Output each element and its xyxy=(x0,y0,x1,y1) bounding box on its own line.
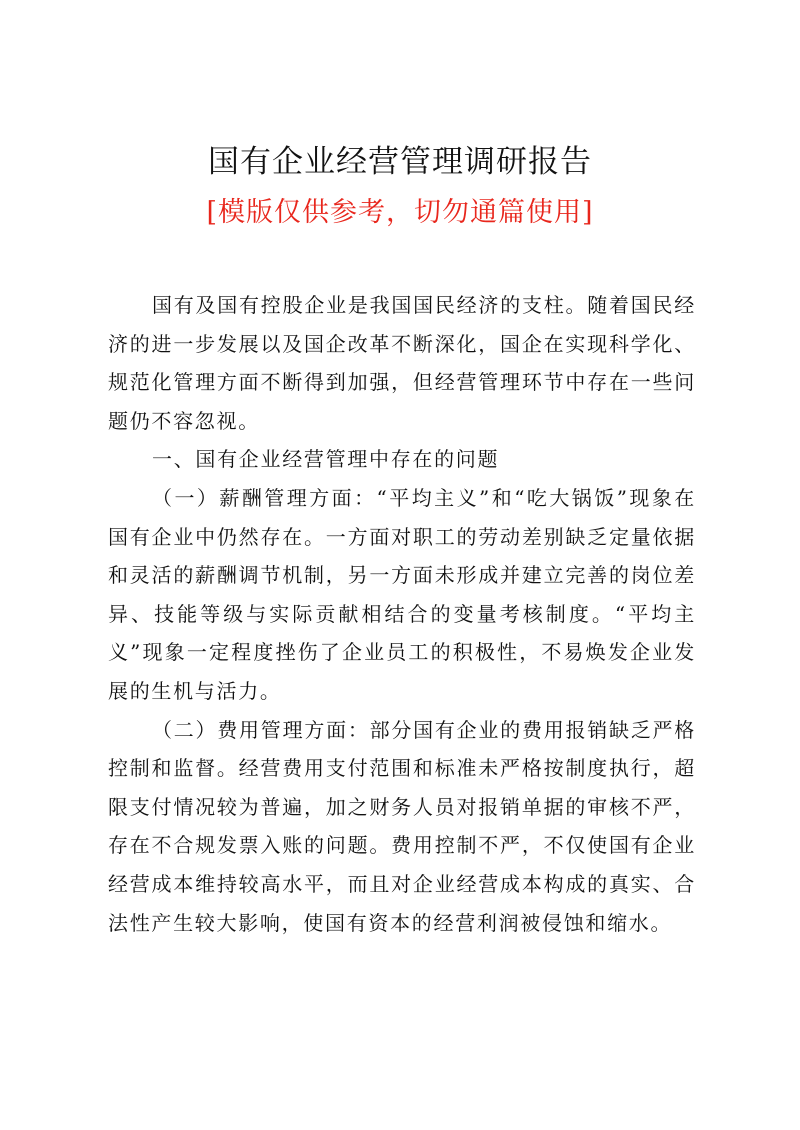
salary-management-paragraph: （一）薪酬管理方面：“平均主义”和“吃大锅饭”现象在国有企业中仍然存在。一方面对职工的劳动差别缺乏定量依据和灵活的薪酬调节机制，另一方面未形成并建立完善的岗位差异、技能等级与实际贡献相结合的变量考核制度。“平均主义”现象一定程度挫伤了企业员工的积极性，不易焕发企业发展的生机与活力。 xyxy=(108,485,696,703)
intro-paragraph: 国有及国有控股企业是我国国民经济的支柱。随着国民经济的进一步发展以及国企改革不断深化，国企在实现科学化、规范化管理方面不断得到加强，但经营管理环节中存在一些问题仍不容忽视。 xyxy=(108,293,696,433)
expense-management-paragraph: （二）费用管理方面：部分国有企业的费用报销缺乏严格控制和监督。经营费用支付范围和标准未严格按制度执行，超限支付情况较为普遍，加之财务人员对报销单据的审核不严，存在不合规发票入账的问题。费用控制不严，不仅使国有企业经营成本维持较高水平，而且对企业经营成本构成的真实、合法性产生较大影响，使国有资本的经营利润被侵蚀和缩水。 xyxy=(108,717,696,935)
document-title: 国有企业经营管理调研报告 xyxy=(208,144,592,180)
document-subtitle: [模版仅供参考，切勿通篇使用] xyxy=(206,197,594,228)
document-body xyxy=(108,286,696,942)
section-heading-problems: 一、国有企业经营管理中存在的问题 xyxy=(152,447,500,472)
